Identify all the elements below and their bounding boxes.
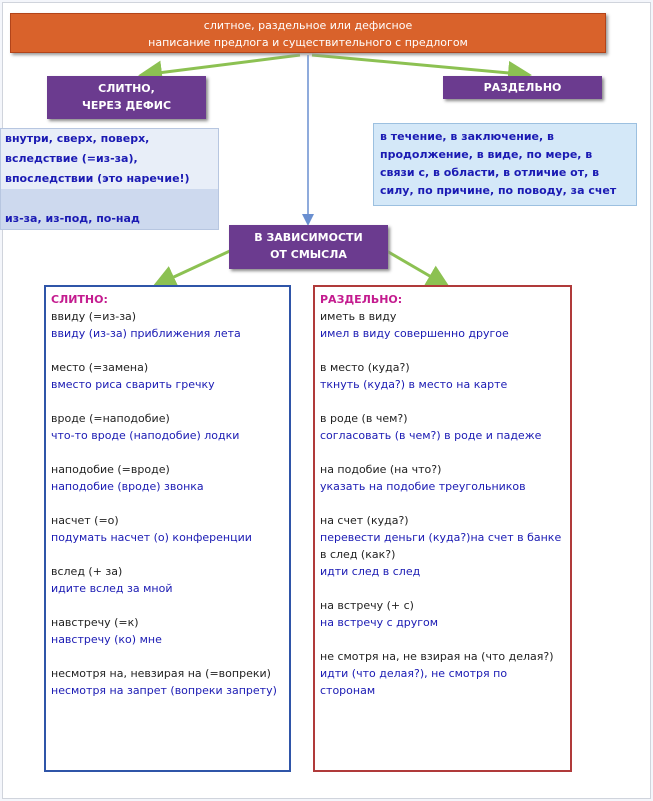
list-item: на счет (куда?) перевести деньги (куда?)на счет в банке [320, 514, 562, 544]
list-item: впоследствии (это наречие!) [5, 172, 190, 185]
list-item: место (=замена) вместо риса сварить гречку [51, 361, 215, 391]
list-item: внутри, сверх, поверх, [5, 132, 150, 145]
list-item: несмотря на, невзирая на (=вопреки) несмотря на запрет (вопреки запрету) [51, 667, 277, 697]
list-item: на встречу (+ с) на встречу с другом [320, 599, 439, 629]
list-item: вслед (+ за) идите вслед за мной [51, 565, 173, 595]
fused-prepositions-list [0, 128, 219, 230]
list-item: вследствие (=из-за), [5, 152, 138, 165]
list-item: вроде (=наподобие) что-то вроде (наподобие) лодки [51, 412, 240, 442]
list-item: не смотря на, не взирая на (что делая?) идти (что делая?), не смотря по сторонам [320, 650, 554, 697]
middle-label-line-2: ОТ СМЫСЛА [270, 248, 347, 261]
column-header: СЛИТНО: [51, 293, 108, 306]
meaning-dependent-label [229, 225, 388, 269]
right-category-label [443, 76, 602, 99]
list-item: навстречу (=к) навстречу (ко) мне [51, 616, 162, 646]
left-label-line-2: ЧЕРЕЗ ДЕФИС [81, 99, 172, 112]
list-item: ввиду (=из-за) ввиду (из-за) приближения лета [51, 310, 241, 340]
left-category-label [47, 76, 206, 119]
title-line-2: написание предлога и существительного с предлогом [148, 36, 468, 49]
column-header: РАЗДЕЛЬНО: [320, 293, 403, 306]
title-line-1: слитное, раздельное или дефисное [203, 19, 413, 32]
list-item: из-за, из-под, по-над [1, 209, 218, 229]
right-label-text: РАЗДЕЛЬНО [483, 81, 562, 94]
list-item: на подобие (на что?) указать на подобие треугольников [320, 463, 526, 493]
arrow-to-left-column [163, 250, 232, 282]
list-item: в место (куда?) ткнуть (куда?) в место на карте [320, 361, 508, 391]
fused-examples-column [44, 285, 291, 772]
list-item: иметь в виду имел в виду совершенно другое [320, 310, 509, 340]
list-item: насчет (=о) подумать насчет (о) конференции [51, 514, 252, 544]
list-item: наподобие (=вроде) наподобие (вроде) звонка [51, 463, 204, 493]
diagram-title [10, 13, 606, 53]
separate-examples-column [313, 285, 572, 772]
list-item: в роде (в чем?) согласовать (в чем?) в роде и падеже [320, 412, 542, 442]
left-label-line-1: СЛИТНО, [98, 82, 155, 95]
arrow-to-right-label [312, 55, 520, 74]
arrow-to-right-column [385, 250, 440, 282]
list-item [1, 189, 218, 209]
separate-prepositions-list: в течение, в заключение, в продолжение, в виде, по мере, в связи с, в области, в отличие от, в силу, по причине, по поводу, за счет [373, 123, 637, 206]
arrow-to-left-label [150, 55, 300, 74]
list-item: в след (как?) идти след в след [320, 548, 421, 578]
middle-label-line-1: В ЗАВИСИМОСТИ [254, 231, 363, 244]
